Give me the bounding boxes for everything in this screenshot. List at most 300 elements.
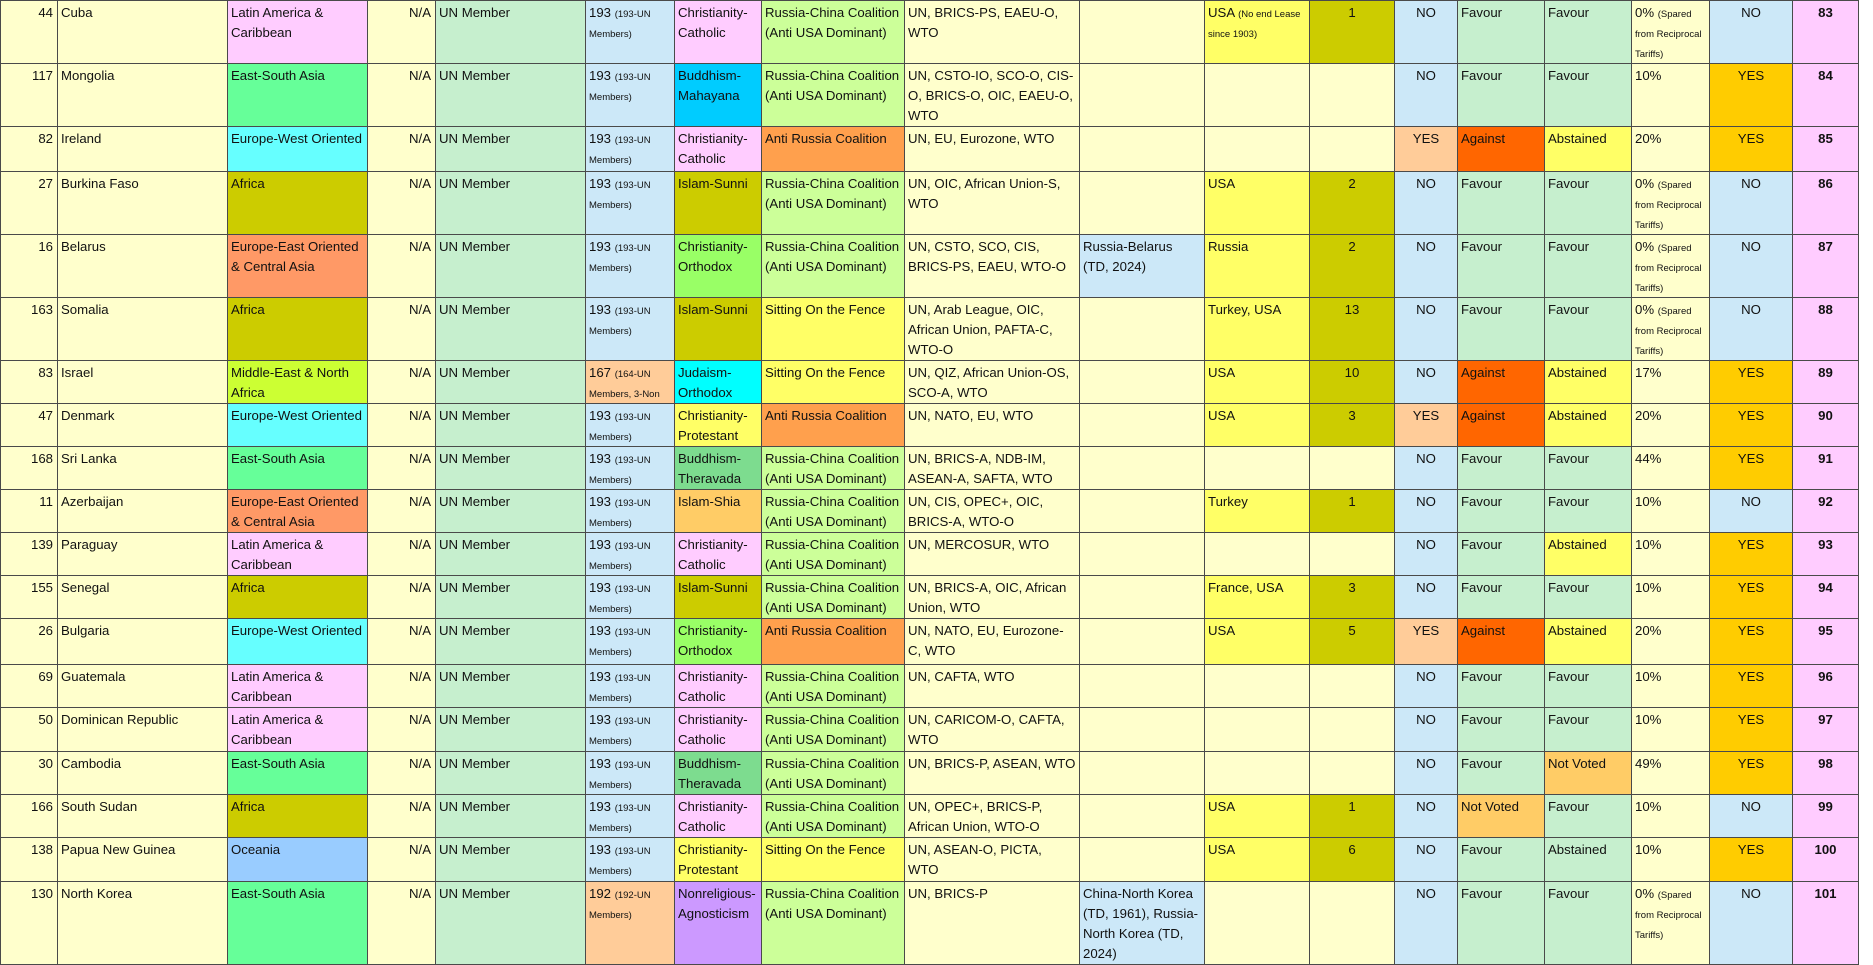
yes-no-cell[interactable] <box>1710 404 1793 447</box>
region-cell[interactable] <box>228 576 368 619</box>
tariff-cell[interactable] <box>1632 172 1710 235</box>
un-status-cell[interactable] <box>436 838 586 882</box>
tariff-cell[interactable] <box>1632 708 1710 752</box>
un-status-cell[interactable] <box>436 127 586 172</box>
organizations-cell[interactable] <box>905 127 1080 172</box>
tariff-cell[interactable] <box>1632 490 1710 533</box>
country-cell[interactable] <box>58 752 228 795</box>
na-cell[interactable] <box>368 64 436 127</box>
country-cell[interactable] <box>58 447 228 490</box>
members-cell[interactable] <box>586 795 675 838</box>
base-count-cell[interactable] <box>1310 619 1395 665</box>
foreign-bases-cell[interactable] <box>1205 619 1310 665</box>
organizations-cell[interactable] <box>905 361 1080 404</box>
members-cell[interactable] <box>586 838 675 882</box>
treaty-cell[interactable] <box>1080 447 1205 490</box>
organizations-cell[interactable] <box>905 298 1080 361</box>
tariff-cell[interactable] <box>1632 235 1710 298</box>
vote-1-cell[interactable] <box>1458 490 1545 533</box>
rank-cell[interactable] <box>1 127 58 172</box>
treaty-cell[interactable] <box>1080 533 1205 576</box>
foreign-bases-cell[interactable] <box>1205 235 1310 298</box>
rank-pm-cell[interactable] <box>1793 172 1859 235</box>
vote-2-cell[interactable] <box>1545 490 1632 533</box>
foreign-bases-cell[interactable] <box>1205 490 1310 533</box>
rank-cell[interactable] <box>1 404 58 447</box>
yes-no-cell[interactable] <box>1710 882 1793 965</box>
members-cell[interactable] <box>586 298 675 361</box>
members-cell[interactable] <box>586 882 675 965</box>
organizations-cell[interactable] <box>905 665 1080 708</box>
nato-cell[interactable] <box>1395 576 1458 619</box>
table-row[interactable] <box>1 404 1859 447</box>
nato-cell[interactable] <box>1395 838 1458 882</box>
un-status-cell[interactable] <box>436 752 586 795</box>
base-count-cell[interactable] <box>1310 533 1395 576</box>
organizations-cell[interactable] <box>905 172 1080 235</box>
nato-cell[interactable] <box>1395 447 1458 490</box>
region-cell[interactable] <box>228 298 368 361</box>
foreign-bases-cell[interactable] <box>1205 404 1310 447</box>
vote-1-cell[interactable] <box>1458 619 1545 665</box>
members-cell[interactable] <box>586 533 675 576</box>
vote-2-cell[interactable] <box>1545 576 1632 619</box>
region-cell[interactable] <box>228 235 368 298</box>
organizations-cell[interactable] <box>905 235 1080 298</box>
base-count-cell[interactable] <box>1310 838 1395 882</box>
members-cell[interactable] <box>586 404 675 447</box>
vote-2-cell[interactable] <box>1545 665 1632 708</box>
coalition-cell[interactable] <box>762 752 905 795</box>
vote-1-cell[interactable] <box>1458 838 1545 882</box>
religion-cell[interactable] <box>675 619 762 665</box>
coalition-cell[interactable] <box>762 795 905 838</box>
tariff-cell[interactable] <box>1632 838 1710 882</box>
tariff-cell[interactable] <box>1632 882 1710 965</box>
na-cell[interactable] <box>368 665 436 708</box>
religion-cell[interactable] <box>675 1 762 64</box>
rank-pm-cell[interactable] <box>1793 665 1859 708</box>
base-count-cell[interactable] <box>1310 361 1395 404</box>
treaty-cell[interactable] <box>1080 235 1205 298</box>
base-count-cell[interactable] <box>1310 576 1395 619</box>
tariff-cell[interactable] <box>1632 533 1710 576</box>
table-row[interactable] <box>1 64 1859 127</box>
rank-pm-cell[interactable] <box>1793 490 1859 533</box>
members-cell[interactable] <box>586 619 675 665</box>
un-status-cell[interactable] <box>436 619 586 665</box>
rank-pm-cell[interactable] <box>1793 361 1859 404</box>
rank-pm-cell[interactable] <box>1793 752 1859 795</box>
region-cell[interactable] <box>228 64 368 127</box>
foreign-bases-cell[interactable] <box>1205 172 1310 235</box>
foreign-bases-cell[interactable] <box>1205 665 1310 708</box>
vote-2-cell[interactable] <box>1545 127 1632 172</box>
vote-2-cell[interactable] <box>1545 752 1632 795</box>
foreign-bases-cell[interactable] <box>1205 361 1310 404</box>
coalition-cell[interactable] <box>762 361 905 404</box>
tariff-cell[interactable] <box>1632 298 1710 361</box>
religion-cell[interactable] <box>675 490 762 533</box>
country-cell[interactable] <box>58 235 228 298</box>
base-count-cell[interactable] <box>1310 172 1395 235</box>
na-cell[interactable] <box>368 404 436 447</box>
vote-1-cell[interactable] <box>1458 665 1545 708</box>
table-row[interactable] <box>1 298 1859 361</box>
members-cell[interactable] <box>586 235 675 298</box>
vote-1-cell[interactable] <box>1458 447 1545 490</box>
un-status-cell[interactable] <box>436 708 586 752</box>
country-cell[interactable] <box>58 882 228 965</box>
country-cell[interactable] <box>58 795 228 838</box>
coalition-cell[interactable] <box>762 64 905 127</box>
vote-1-cell[interactable] <box>1458 1 1545 64</box>
members-cell[interactable] <box>586 665 675 708</box>
rank-cell[interactable] <box>1 235 58 298</box>
religion-cell[interactable] <box>675 447 762 490</box>
religion-cell[interactable] <box>675 665 762 708</box>
region-cell[interactable] <box>228 447 368 490</box>
na-cell[interactable] <box>368 1 436 64</box>
na-cell[interactable] <box>368 361 436 404</box>
rank-pm-cell[interactable] <box>1793 404 1859 447</box>
na-cell[interactable] <box>368 447 436 490</box>
coalition-cell[interactable] <box>762 1 905 64</box>
table-row[interactable] <box>1 172 1859 235</box>
country-cell[interactable] <box>58 533 228 576</box>
foreign-bases-cell[interactable] <box>1205 882 1310 965</box>
rank-cell[interactable] <box>1 752 58 795</box>
yes-no-cell[interactable] <box>1710 1 1793 64</box>
un-status-cell[interactable] <box>436 795 586 838</box>
treaty-cell[interactable] <box>1080 1 1205 64</box>
coalition-cell[interactable] <box>762 665 905 708</box>
na-cell[interactable] <box>368 619 436 665</box>
foreign-bases-cell[interactable] <box>1205 533 1310 576</box>
un-status-cell[interactable] <box>436 490 586 533</box>
country-cell[interactable] <box>58 576 228 619</box>
rank-cell[interactable] <box>1 838 58 882</box>
nato-cell[interactable] <box>1395 172 1458 235</box>
vote-2-cell[interactable] <box>1545 404 1632 447</box>
region-cell[interactable] <box>228 882 368 965</box>
coalition-cell[interactable] <box>762 172 905 235</box>
base-count-cell[interactable] <box>1310 490 1395 533</box>
na-cell[interactable] <box>368 752 436 795</box>
foreign-bases-cell[interactable] <box>1205 708 1310 752</box>
region-cell[interactable] <box>228 127 368 172</box>
foreign-bases-cell[interactable] <box>1205 795 1310 838</box>
treaty-cell[interactable] <box>1080 795 1205 838</box>
tariff-cell[interactable] <box>1632 752 1710 795</box>
vote-2-cell[interactable] <box>1545 882 1632 965</box>
religion-cell[interactable] <box>675 533 762 576</box>
un-status-cell[interactable] <box>436 404 586 447</box>
table-row[interactable] <box>1 708 1859 752</box>
country-cell[interactable] <box>58 490 228 533</box>
vote-1-cell[interactable] <box>1458 172 1545 235</box>
nato-cell[interactable] <box>1395 752 1458 795</box>
members-cell[interactable] <box>586 361 675 404</box>
coalition-cell[interactable] <box>762 882 905 965</box>
vote-1-cell[interactable] <box>1458 361 1545 404</box>
table-row[interactable] <box>1 795 1859 838</box>
rank-pm-cell[interactable] <box>1793 838 1859 882</box>
region-cell[interactable] <box>228 752 368 795</box>
rank-pm-cell[interactable] <box>1793 533 1859 576</box>
nato-cell[interactable] <box>1395 665 1458 708</box>
rank-cell[interactable] <box>1 64 58 127</box>
country-cell[interactable] <box>58 298 228 361</box>
coalition-cell[interactable] <box>762 576 905 619</box>
vote-1-cell[interactable] <box>1458 298 1545 361</box>
base-count-cell[interactable] <box>1310 235 1395 298</box>
nato-cell[interactable] <box>1395 1 1458 64</box>
vote-1-cell[interactable] <box>1458 235 1545 298</box>
country-cell[interactable] <box>58 1 228 64</box>
region-cell[interactable] <box>228 361 368 404</box>
yes-no-cell[interactable] <box>1710 665 1793 708</box>
na-cell[interactable] <box>368 172 436 235</box>
na-cell[interactable] <box>368 708 436 752</box>
tariff-cell[interactable] <box>1632 127 1710 172</box>
base-count-cell[interactable] <box>1310 64 1395 127</box>
tariff-cell[interactable] <box>1632 64 1710 127</box>
rank-cell[interactable] <box>1 665 58 708</box>
religion-cell[interactable] <box>675 576 762 619</box>
rank-cell[interactable] <box>1 533 58 576</box>
table-row[interactable] <box>1 752 1859 795</box>
religion-cell[interactable] <box>675 127 762 172</box>
coalition-cell[interactable] <box>762 838 905 882</box>
treaty-cell[interactable] <box>1080 752 1205 795</box>
vote-1-cell[interactable] <box>1458 795 1545 838</box>
table-row[interactable] <box>1 490 1859 533</box>
region-cell[interactable] <box>228 533 368 576</box>
country-cell[interactable] <box>58 838 228 882</box>
yes-no-cell[interactable] <box>1710 235 1793 298</box>
treaty-cell[interactable] <box>1080 298 1205 361</box>
country-cell[interactable] <box>58 127 228 172</box>
treaty-cell[interactable] <box>1080 172 1205 235</box>
rank-pm-cell[interactable] <box>1793 708 1859 752</box>
rank-cell[interactable] <box>1 576 58 619</box>
na-cell[interactable] <box>368 533 436 576</box>
tariff-cell[interactable] <box>1632 447 1710 490</box>
rank-cell[interactable] <box>1 882 58 965</box>
un-status-cell[interactable] <box>436 447 586 490</box>
vote-1-cell[interactable] <box>1458 882 1545 965</box>
region-cell[interactable] <box>228 490 368 533</box>
treaty-cell[interactable] <box>1080 708 1205 752</box>
organizations-cell[interactable] <box>905 490 1080 533</box>
vote-2-cell[interactable] <box>1545 838 1632 882</box>
base-count-cell[interactable] <box>1310 404 1395 447</box>
vote-2-cell[interactable] <box>1545 447 1632 490</box>
foreign-bases-cell[interactable] <box>1205 752 1310 795</box>
coalition-cell[interactable] <box>762 619 905 665</box>
table-row[interactable] <box>1 235 1859 298</box>
table-row[interactable] <box>1 447 1859 490</box>
country-cell[interactable] <box>58 619 228 665</box>
organizations-cell[interactable] <box>905 795 1080 838</box>
yes-no-cell[interactable] <box>1710 298 1793 361</box>
na-cell[interactable] <box>368 882 436 965</box>
religion-cell[interactable] <box>675 795 762 838</box>
nato-cell[interactable] <box>1395 795 1458 838</box>
nato-cell[interactable] <box>1395 361 1458 404</box>
coalition-cell[interactable] <box>762 127 905 172</box>
organizations-cell[interactable] <box>905 752 1080 795</box>
foreign-bases-cell[interactable] <box>1205 127 1310 172</box>
nato-cell[interactable] <box>1395 404 1458 447</box>
treaty-cell[interactable] <box>1080 576 1205 619</box>
coalition-cell[interactable] <box>762 447 905 490</box>
tariff-cell[interactable] <box>1632 619 1710 665</box>
un-status-cell[interactable] <box>436 1 586 64</box>
nato-cell[interactable] <box>1395 882 1458 965</box>
nato-cell[interactable] <box>1395 619 1458 665</box>
un-status-cell[interactable] <box>436 882 586 965</box>
country-cell[interactable] <box>58 361 228 404</box>
vote-1-cell[interactable] <box>1458 533 1545 576</box>
un-status-cell[interactable] <box>436 298 586 361</box>
religion-cell[interactable] <box>675 404 762 447</box>
organizations-cell[interactable] <box>905 404 1080 447</box>
nato-cell[interactable] <box>1395 708 1458 752</box>
foreign-bases-cell[interactable] <box>1205 1 1310 64</box>
members-cell[interactable] <box>586 752 675 795</box>
organizations-cell[interactable] <box>905 64 1080 127</box>
vote-2-cell[interactable] <box>1545 533 1632 576</box>
nato-cell[interactable] <box>1395 533 1458 576</box>
table-row[interactable] <box>1 127 1859 172</box>
country-cell[interactable] <box>58 708 228 752</box>
rank-cell[interactable] <box>1 447 58 490</box>
treaty-cell[interactable] <box>1080 361 1205 404</box>
tariff-cell[interactable] <box>1632 665 1710 708</box>
treaty-cell[interactable] <box>1080 838 1205 882</box>
treaty-cell[interactable] <box>1080 619 1205 665</box>
rank-pm-cell[interactable] <box>1793 447 1859 490</box>
tariff-cell[interactable] <box>1632 795 1710 838</box>
members-cell[interactable] <box>586 447 675 490</box>
rank-cell[interactable] <box>1 1 58 64</box>
organizations-cell[interactable] <box>905 619 1080 665</box>
treaty-cell[interactable] <box>1080 127 1205 172</box>
nato-cell[interactable] <box>1395 298 1458 361</box>
na-cell[interactable] <box>368 795 436 838</box>
table-row[interactable] <box>1 361 1859 404</box>
base-count-cell[interactable] <box>1310 298 1395 361</box>
table-row[interactable] <box>1 619 1859 665</box>
vote-1-cell[interactable] <box>1458 64 1545 127</box>
yes-no-cell[interactable] <box>1710 619 1793 665</box>
religion-cell[interactable] <box>675 361 762 404</box>
yes-no-cell[interactable] <box>1710 708 1793 752</box>
foreign-bases-cell[interactable] <box>1205 298 1310 361</box>
vote-2-cell[interactable] <box>1545 708 1632 752</box>
yes-no-cell[interactable] <box>1710 64 1793 127</box>
base-count-cell[interactable] <box>1310 752 1395 795</box>
foreign-bases-cell[interactable] <box>1205 838 1310 882</box>
members-cell[interactable] <box>586 64 675 127</box>
table-row[interactable] <box>1 665 1859 708</box>
un-status-cell[interactable] <box>436 361 586 404</box>
coalition-cell[interactable] <box>762 298 905 361</box>
treaty-cell[interactable] <box>1080 64 1205 127</box>
tariff-cell[interactable] <box>1632 576 1710 619</box>
vote-2-cell[interactable] <box>1545 619 1632 665</box>
vote-2-cell[interactable] <box>1545 172 1632 235</box>
vote-2-cell[interactable] <box>1545 795 1632 838</box>
rank-pm-cell[interactable] <box>1793 795 1859 838</box>
table-row[interactable] <box>1 533 1859 576</box>
members-cell[interactable] <box>586 576 675 619</box>
nato-cell[interactable] <box>1395 490 1458 533</box>
rank-cell[interactable] <box>1 708 58 752</box>
region-cell[interactable] <box>228 404 368 447</box>
treaty-cell[interactable] <box>1080 490 1205 533</box>
organizations-cell[interactable] <box>905 708 1080 752</box>
members-cell[interactable] <box>586 1 675 64</box>
rank-cell[interactable] <box>1 490 58 533</box>
region-cell[interactable] <box>228 172 368 235</box>
coalition-cell[interactable] <box>762 708 905 752</box>
treaty-cell[interactable] <box>1080 665 1205 708</box>
base-count-cell[interactable] <box>1310 708 1395 752</box>
un-status-cell[interactable] <box>436 64 586 127</box>
yes-no-cell[interactable] <box>1710 447 1793 490</box>
tariff-cell[interactable] <box>1632 361 1710 404</box>
yes-no-cell[interactable] <box>1710 361 1793 404</box>
yes-no-cell[interactable] <box>1710 490 1793 533</box>
rank-cell[interactable] <box>1 619 58 665</box>
base-count-cell[interactable] <box>1310 127 1395 172</box>
foreign-bases-cell[interactable] <box>1205 64 1310 127</box>
rank-pm-cell[interactable] <box>1793 64 1859 127</box>
organizations-cell[interactable] <box>905 576 1080 619</box>
yes-no-cell[interactable] <box>1710 127 1793 172</box>
yes-no-cell[interactable] <box>1710 172 1793 235</box>
vote-2-cell[interactable] <box>1545 298 1632 361</box>
tariff-cell[interactable] <box>1632 404 1710 447</box>
rank-cell[interactable] <box>1 795 58 838</box>
na-cell[interactable] <box>368 490 436 533</box>
rank-pm-cell[interactable] <box>1793 298 1859 361</box>
rank-pm-cell[interactable] <box>1793 882 1859 965</box>
un-status-cell[interactable] <box>436 172 586 235</box>
members-cell[interactable] <box>586 172 675 235</box>
rank-pm-cell[interactable] <box>1793 576 1859 619</box>
yes-no-cell[interactable] <box>1710 752 1793 795</box>
rank-pm-cell[interactable] <box>1793 619 1859 665</box>
region-cell[interactable] <box>228 708 368 752</box>
members-cell[interactable] <box>586 127 675 172</box>
region-cell[interactable] <box>228 619 368 665</box>
na-cell[interactable] <box>368 235 436 298</box>
organizations-cell[interactable] <box>905 882 1080 965</box>
treaty-cell[interactable] <box>1080 882 1205 965</box>
organizations-cell[interactable] <box>905 447 1080 490</box>
vote-1-cell[interactable] <box>1458 708 1545 752</box>
na-cell[interactable] <box>368 576 436 619</box>
foreign-bases-cell[interactable] <box>1205 447 1310 490</box>
religion-cell[interactable] <box>675 235 762 298</box>
table-row[interactable] <box>1 1 1859 64</box>
base-count-cell[interactable] <box>1310 447 1395 490</box>
nato-cell[interactable] <box>1395 127 1458 172</box>
